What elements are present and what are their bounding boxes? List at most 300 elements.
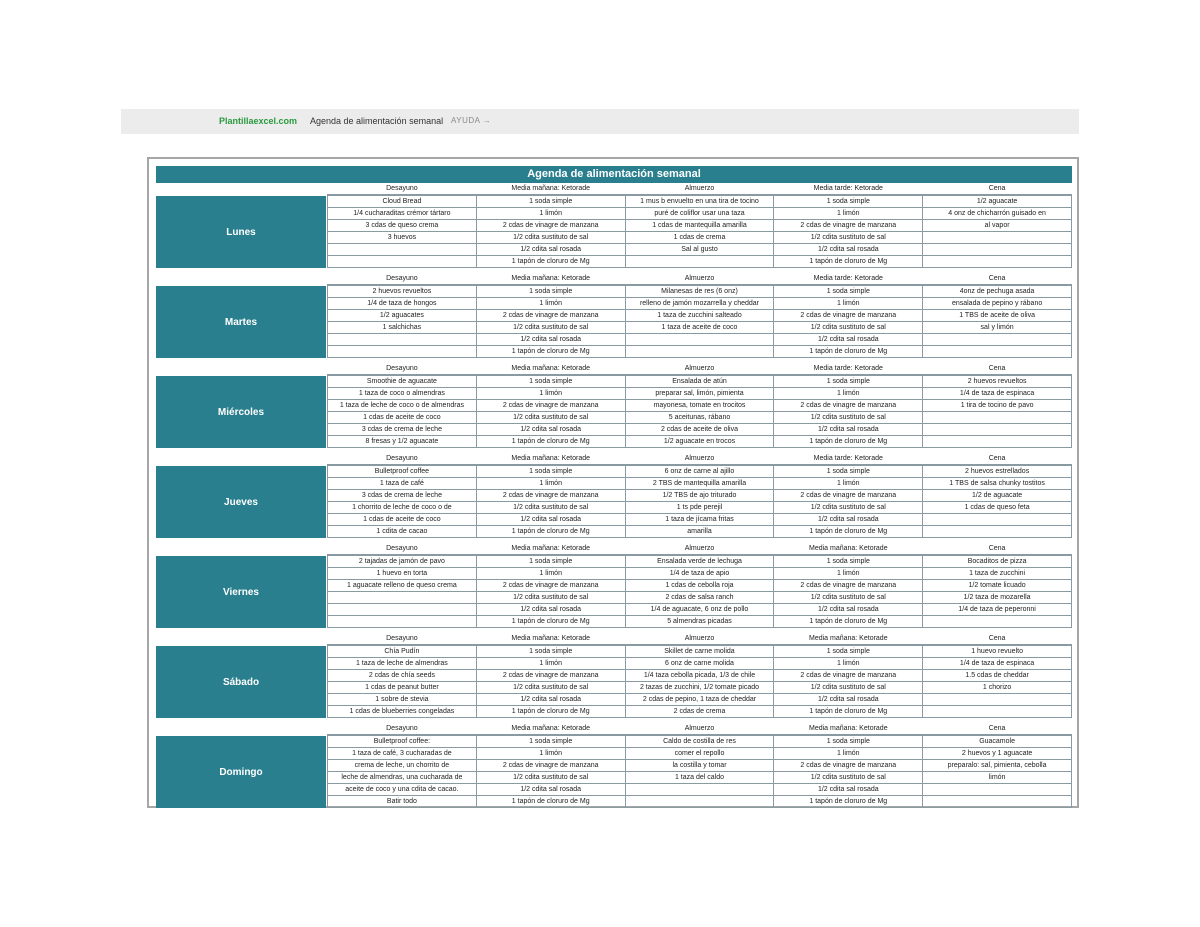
meal-cell[interactable]: 1 tapón de cloruro de Mg	[476, 706, 625, 718]
column-header: Cena	[923, 723, 1072, 735]
meal-cell[interactable]: 2 cdas de vinagre de manzana	[774, 760, 923, 772]
header-row	[328, 453, 1072, 465]
meal-cell[interactable]	[923, 412, 1072, 424]
column-header: Media mañana: Ketorade	[774, 633, 923, 645]
meal-cell[interactable]: 1/2 cdita sustituto de sal	[774, 772, 923, 784]
meal-cell[interactable]: 1/2 taza de mozarella	[923, 592, 1072, 604]
table-row	[328, 490, 1072, 502]
meal-cell[interactable]: 1 limón	[774, 658, 923, 670]
meal-cell[interactable]: 2 huevos estrellados	[923, 465, 1072, 478]
meal-cell[interactable]	[328, 334, 477, 346]
column-header: Media mañana: Ketorade	[476, 543, 625, 555]
meal-cell[interactable]: 1/2 cdita sal rosada	[774, 424, 923, 436]
day-label: Sábado	[156, 646, 326, 718]
meal-cell[interactable]: 2 tazas de zucchini, 1/2 tomate picado	[625, 682, 774, 694]
meal-cell[interactable]: 1/2 cdita sal rosada	[774, 244, 923, 256]
meal-table	[327, 543, 1072, 628]
meal-cell[interactable]	[923, 232, 1072, 244]
meal-cell[interactable]: 1 tapón de cloruro de Mg	[774, 616, 923, 628]
meal-cell[interactable]: 1 taza de jícama fritas	[625, 514, 774, 526]
table-row	[328, 232, 1072, 244]
table-row	[328, 285, 1072, 298]
meal-cell[interactable]: 1 limón	[774, 208, 923, 220]
meal-cell[interactable]: 1 tira de tocino de pavo	[923, 400, 1072, 412]
meal-cell[interactable]: 1/2 de aguacate	[923, 490, 1072, 502]
meal-cell[interactable]: 1/4 de taza de peperonni	[923, 604, 1072, 616]
top-bar	[121, 109, 1079, 134]
table-row	[328, 220, 1072, 232]
meal-cell[interactable]: 1/4 cucharaditas crémor tártaro	[328, 208, 477, 220]
meal-cell[interactable]: 1 sobre de stevia	[328, 694, 477, 706]
meal-cell[interactable]: 1 soda simple	[476, 555, 625, 568]
meal-cell[interactable]	[923, 346, 1072, 358]
meal-cell[interactable]: 1 soda simple	[774, 375, 923, 388]
meal-cell[interactable]: 2 cdas de vinagre de manzana	[774, 490, 923, 502]
meal-cell[interactable]: 2 cdas de vinagre de manzana	[774, 400, 923, 412]
meal-cell[interactable]: 1/2 cdita sal rosada	[774, 334, 923, 346]
column-header: Almuerzo	[625, 453, 774, 465]
meal-cell[interactable]: 1 limón	[476, 298, 625, 310]
column-header: Cena	[923, 453, 1072, 465]
meal-cell[interactable]: 1 cdas de peanut butter	[328, 682, 477, 694]
column-header: Media tarde: Ketorade	[774, 453, 923, 465]
meal-cell[interactable]: 1/4 de taza de espinaca	[923, 658, 1072, 670]
meal-cell[interactable]: 2 huevos revueltos	[328, 285, 477, 298]
table-row	[328, 735, 1072, 748]
meal-cell[interactable]: 1 mus b envuelto en una tira de tocino	[625, 195, 774, 208]
column-header: Almuerzo	[625, 273, 774, 285]
meal-cell[interactable]: 1 tapón de cloruro de Mg	[476, 346, 625, 358]
meal-cell[interactable]: 1 cdas de mantequilla amarilla	[625, 220, 774, 232]
meal-cell[interactable]: 1 taza de zucchini salteado	[625, 310, 774, 322]
meal-cell[interactable]	[328, 592, 477, 604]
column-header: Desayuno	[328, 183, 477, 195]
column-header: Media tarde: Ketorade	[774, 363, 923, 375]
meal-cell[interactable]: 1 aguacate relleno de queso crema	[328, 580, 477, 592]
meal-cell[interactable]: 1 soda simple	[774, 195, 923, 208]
meal-cell[interactable]: 1 soda simple	[774, 465, 923, 478]
meal-cell[interactable]: 2 cdas de vinagre de manzana	[476, 490, 625, 502]
column-header: Media mañana: Ketorade	[476, 633, 625, 645]
sheet-title: Agenda de alimentación semanal	[156, 166, 1072, 183]
meal-cell[interactable]	[328, 256, 477, 268]
meal-cell[interactable]: 1 tapón de cloruro de Mg	[476, 256, 625, 268]
meal-cell[interactable]: 1 cdas de queso feta	[923, 502, 1072, 514]
meal-cell[interactable]: 1/2 cdita sustituto de sal	[476, 592, 625, 604]
meal-cell[interactable]: 1 salchichas	[328, 322, 477, 334]
help-link[interactable]: AYUDA →	[451, 116, 492, 125]
meal-cell[interactable]: 1/2 TBS de ajo triturado	[625, 490, 774, 502]
table-row	[328, 658, 1072, 670]
meal-cell[interactable]: 1 soda simple	[476, 285, 625, 298]
table-row	[328, 375, 1072, 388]
meal-cell[interactable]: 1 chorrito de leche de coco o de	[328, 502, 477, 514]
meal-cell[interactable]: 1 tapón de cloruro de Mg	[774, 346, 923, 358]
meal-cell[interactable]: 1/4 de taza de espinaca	[923, 388, 1072, 400]
meal-cell[interactable]: 1/2 cdita sal rosada	[774, 784, 923, 796]
table-row	[328, 424, 1072, 436]
meal-cell[interactable]: 1 cdas de aceite de coco	[328, 514, 477, 526]
meal-cell[interactable]: 1/4 taza cebolla picada, 1/3 de chile	[625, 670, 774, 682]
meal-cell[interactable]: Batir todo	[328, 796, 477, 808]
meal-cell[interactable]: 1 soda simple	[774, 735, 923, 748]
table-row	[328, 604, 1072, 616]
meal-cell[interactable]: 2 huevos revueltos	[923, 375, 1072, 388]
meal-cell[interactable]: 1 ts pde perejil	[625, 502, 774, 514]
table-row	[328, 256, 1072, 268]
meal-cell[interactable]: 1/2 cdita sal rosada	[476, 424, 625, 436]
column-header: Desayuno	[328, 363, 477, 375]
table-row	[328, 244, 1072, 256]
meal-cell[interactable]	[328, 616, 477, 628]
meal-cell[interactable]: Bulletproof coffee:	[328, 735, 477, 748]
column-header: Media mañana: Ketorade	[476, 453, 625, 465]
meal-cell[interactable]: Skillet de carne molida	[625, 645, 774, 658]
meal-cell[interactable]: 2 cdas de aceite de oliva	[625, 424, 774, 436]
meal-cell[interactable]: 1/2 cdita sustituto de sal	[774, 412, 923, 424]
column-header: Almuerzo	[625, 363, 774, 375]
column-header: Media mañana: Ketorade	[476, 183, 625, 195]
column-header: Media tarde: Ketorade	[774, 183, 923, 195]
meal-cell[interactable]	[625, 784, 774, 796]
meal-cell[interactable]: Bulletproof coffee	[328, 465, 477, 478]
column-header: Desayuno	[328, 633, 477, 645]
meal-cell[interactable]	[923, 526, 1072, 538]
meal-cell[interactable]	[625, 346, 774, 358]
meal-cell[interactable]: 1/2 cdita sal rosada	[774, 514, 923, 526]
meal-cell[interactable]: 1 cdas de blueberries congeladas	[328, 706, 477, 718]
meal-cell[interactable]: 1 limón	[774, 748, 923, 760]
column-header: Desayuno	[328, 723, 477, 735]
meal-cell[interactable]: 2 cdas de vinagre de manzana	[774, 670, 923, 682]
meal-cell[interactable]: 1/2 cdita sal rosada	[476, 784, 625, 796]
meal-cell[interactable]	[923, 424, 1072, 436]
meal-cell[interactable]: 1/2 cdita sal rosada	[476, 694, 625, 706]
meal-cell[interactable]: 8 fresas y 1/2 aguacate	[328, 436, 477, 448]
meal-cell[interactable]	[923, 334, 1072, 346]
column-header: Media tarde: Ketorade	[774, 273, 923, 285]
meal-cell[interactable]: al vapor	[923, 220, 1072, 232]
meal-cell[interactable]	[923, 784, 1072, 796]
header-row	[328, 723, 1072, 735]
column-header: Almuerzo	[625, 633, 774, 645]
meal-cell[interactable]: la costilla y tomar	[625, 760, 774, 772]
meal-cell[interactable]: 3 cdas de queso crema	[328, 220, 477, 232]
table-row	[328, 555, 1072, 568]
meal-cell[interactable]: 5 almendras picadas	[625, 616, 774, 628]
meal-cell[interactable]: 2 tajadas de jamón de pavo	[328, 555, 477, 568]
meal-cell[interactable]	[923, 514, 1072, 526]
meal-cell[interactable]	[328, 604, 477, 616]
meal-table	[327, 453, 1072, 538]
meal-cell[interactable]: 1 soda simple	[476, 375, 625, 388]
meal-cell[interactable]: 1/4 de taza de hongos	[328, 298, 477, 310]
meal-cell[interactable]: 1/2 cdita sustituto de sal	[774, 502, 923, 514]
meal-cell[interactable]: 2 cdas de pepino, 1 taza de cheddar	[625, 694, 774, 706]
meal-cell[interactable]: 1 TBS de salsa chunky tostitos	[923, 478, 1072, 490]
meal-cell[interactable]: 1 soda simple	[476, 195, 625, 208]
meal-cell[interactable]: puré de coliflor usar una taza	[625, 208, 774, 220]
header-row	[328, 363, 1072, 375]
table-row	[328, 796, 1072, 808]
meal-cell[interactable]: 1 limón	[476, 388, 625, 400]
meal-cell[interactable]	[923, 244, 1072, 256]
meal-cell[interactable]: 1/4 de taza de apio	[625, 568, 774, 580]
meal-cell[interactable]: 3 huevos	[328, 232, 477, 244]
meal-cell[interactable]: 1 taza de zucchini	[923, 568, 1072, 580]
column-header: Media mañana: Ketorade	[476, 723, 625, 735]
header-row	[328, 543, 1072, 555]
meal-cell[interactable]	[328, 244, 477, 256]
meal-cell[interactable]: 1/2 cdita sal rosada	[476, 244, 625, 256]
meal-cell[interactable]: 1 huevo en torta	[328, 568, 477, 580]
meal-cell[interactable]: 1 tapón de cloruro de Mg	[774, 796, 923, 808]
meal-cell[interactable]: 1 taza de café	[328, 478, 477, 490]
meal-cell[interactable]: 1/2 cdita sal rosada	[476, 514, 625, 526]
table-row	[328, 465, 1072, 478]
table-row	[328, 682, 1072, 694]
meal-cell[interactable]: 1/2 tomate licuado	[923, 580, 1072, 592]
meal-cell[interactable]: 1 TBS de aceite de oliva	[923, 310, 1072, 322]
meal-cell[interactable]: 1 soda simple	[476, 645, 625, 658]
meal-cell[interactable]: 1 soda simple	[476, 465, 625, 478]
meal-cell[interactable]: 6 onz de carne al ajillo	[625, 465, 774, 478]
meal-cell[interactable]: 2 cdas de vinagre de manzana	[476, 400, 625, 412]
meal-cell[interactable]: 2 cdas de crema	[625, 706, 774, 718]
meal-cell[interactable]	[923, 796, 1072, 808]
table-row	[328, 388, 1072, 400]
column-header: Desayuno	[328, 543, 477, 555]
meal-cell[interactable]: 1 chorizo	[923, 682, 1072, 694]
meal-cell[interactable]: 1/2 cdita sustituto de sal	[476, 502, 625, 514]
meal-cell[interactable]	[625, 334, 774, 346]
meal-cell[interactable]: 1 cdas de cebolla roja	[625, 580, 774, 592]
meal-cell[interactable]: Chía Pudín	[328, 645, 477, 658]
meal-cell[interactable]: 1 limón	[476, 208, 625, 220]
meal-cell[interactable]	[328, 346, 477, 358]
meal-cell[interactable]: 1 limón	[476, 748, 625, 760]
meal-cell[interactable]: 2 cdas de vinagre de manzana	[476, 760, 625, 772]
meal-cell[interactable]: 1 cdas de crema	[625, 232, 774, 244]
meal-cell[interactable]: preparalo: sal, pimienta, cebolla	[923, 760, 1072, 772]
column-header: Desayuno	[328, 273, 477, 285]
meal-cell[interactable]: 1 soda simple	[774, 645, 923, 658]
meal-table	[327, 723, 1072, 808]
meal-cell[interactable]	[923, 616, 1072, 628]
meal-cell[interactable]: 1/2 cdita sustituto de sal	[774, 592, 923, 604]
table-row	[328, 298, 1072, 310]
meal-cell[interactable]: 6 onz de carne molida	[625, 658, 774, 670]
meal-table	[327, 633, 1072, 718]
meal-cell[interactable]: 4 onz de chicharrón guisado en	[923, 208, 1072, 220]
meal-cell[interactable]: Caldo de costilla de res	[625, 735, 774, 748]
meal-cell[interactable]: 1 tapón de cloruro de Mg	[774, 526, 923, 538]
table-row	[328, 580, 1072, 592]
meal-cell[interactable]: aceite de coco y una cdita de cacao.	[328, 784, 477, 796]
meal-cell[interactable]: 1 limón	[774, 478, 923, 490]
meal-cell[interactable]: 1/2 aguacate en trocos	[625, 436, 774, 448]
meal-cell[interactable]: 1.5 cdas de cheddar	[923, 670, 1072, 682]
meal-cell[interactable]	[923, 256, 1072, 268]
header-row	[328, 273, 1072, 285]
meal-cell[interactable]: ensalada de pepino y rábano	[923, 298, 1072, 310]
meal-cell[interactable]: 1 tapón de cloruro de Mg	[774, 436, 923, 448]
meal-cell[interactable]: 3 cdas de crema de leche	[328, 424, 477, 436]
meal-cell[interactable]: 1 taza de coco o almendras	[328, 388, 477, 400]
meal-cell[interactable]	[923, 436, 1072, 448]
meal-cell[interactable]: 2 cdas de vinagre de manzana	[476, 670, 625, 682]
header-row	[328, 633, 1072, 645]
column-header: Media mañana: Ketorade	[476, 273, 625, 285]
meal-cell[interactable]: 1/2 cdita sustituto de sal	[774, 322, 923, 334]
meal-cell[interactable]: 1/2 cdita sustituto de sal	[476, 322, 625, 334]
meal-cell[interactable]: 1/2 cdita sal rosada	[476, 334, 625, 346]
meal-cell[interactable]	[625, 256, 774, 268]
day-label: Martes	[156, 286, 326, 358]
meal-cell[interactable]: 2 cdas de vinagre de manzana	[774, 310, 923, 322]
meal-cell[interactable]: 1/2 cdita sustituto de sal	[476, 232, 625, 244]
meal-cell[interactable]: 2 cdas de vinagre de manzana	[476, 220, 625, 232]
table-row	[328, 514, 1072, 526]
column-header: Cena	[923, 633, 1072, 645]
table-row	[328, 670, 1072, 682]
meal-cell[interactable]: 1 soda simple	[774, 285, 923, 298]
day-label: Lunes	[156, 196, 326, 268]
meal-cell[interactable]: 2 cdas de vinagre de manzana	[774, 580, 923, 592]
meal-cell[interactable]: 1 soda simple	[774, 555, 923, 568]
meal-cell[interactable]: 1 huevo revuelto	[923, 645, 1072, 658]
meal-cell[interactable]: 1 limón	[476, 478, 625, 490]
meal-cell[interactable]: 1 taza de leche de almendras	[328, 658, 477, 670]
meal-table	[327, 183, 1072, 268]
meal-cell[interactable]: 1 taza del caldo	[625, 772, 774, 784]
meal-cell[interactable]: 1/2 cdita sal rosada	[774, 694, 923, 706]
table-row	[328, 760, 1072, 772]
column-header: Almuerzo	[625, 723, 774, 735]
meal-cell[interactable]: 1/2 aguacate	[923, 195, 1072, 208]
table-row	[328, 502, 1072, 514]
meal-cell[interactable]: 1 limón	[476, 658, 625, 670]
table-row	[328, 322, 1072, 334]
meal-cell[interactable]: 1 tapón de cloruro de Mg	[476, 436, 625, 448]
meal-cell[interactable]: Bocaditos de pizza	[923, 555, 1072, 568]
meal-cell[interactable]: 2 cdas de vinagre de manzana	[476, 580, 625, 592]
table-row	[328, 772, 1072, 784]
meal-cell[interactable]: 5 aceitunas, rábano	[625, 412, 774, 424]
table-row	[328, 706, 1072, 718]
table-row	[328, 568, 1072, 580]
day-label: Jueves	[156, 466, 326, 538]
meal-cell[interactable]: Cloud Bread	[328, 195, 477, 208]
table-row	[328, 645, 1072, 658]
meal-cell[interactable]: relleno de jamón mozarrella y cheddar	[625, 298, 774, 310]
meal-cell[interactable]: Milanesas de res (6 onz)	[625, 285, 774, 298]
meal-cell[interactable]: 1 tapón de cloruro de Mg	[476, 526, 625, 538]
meal-cell[interactable]: 1/2 cdita sal rosada	[476, 604, 625, 616]
meal-cell[interactable]: 1/2 cdita sustituto de sal	[476, 412, 625, 424]
brand-link[interactable]: Plantillaexcel.com	[219, 116, 298, 126]
meal-cell[interactable]: 2 huevos y 1 aguacate	[923, 748, 1072, 760]
meal-cell[interactable]: 2 cdas de chía seeds	[328, 670, 477, 682]
column-header: Cena	[923, 183, 1072, 195]
meal-cell[interactable]: 2 cdas de vinagre de manzana	[774, 220, 923, 232]
meal-cell[interactable]: 3 cdas de crema de leche	[328, 490, 477, 502]
meal-cell[interactable]: 1 soda simple	[476, 735, 625, 748]
meal-cell[interactable]: 1 limón	[774, 568, 923, 580]
meal-cell[interactable]: Guacamole	[923, 735, 1072, 748]
table-row	[328, 616, 1072, 628]
column-header: Cena	[923, 543, 1072, 555]
meal-table	[327, 363, 1072, 448]
meal-cell[interactable]: 1 cdas de aceite de coco	[328, 412, 477, 424]
meal-cell[interactable]: 1 tapón de cloruro de Mg	[476, 616, 625, 628]
meal-cell[interactable]: 1 limón	[774, 298, 923, 310]
meal-cell[interactable]: 4onz de pechuga asada	[923, 285, 1072, 298]
table-row	[328, 400, 1072, 412]
meal-cell[interactable]: sal y limón	[923, 322, 1072, 334]
day-label: Domingo	[156, 736, 326, 808]
meal-cell[interactable]: Ensalada de atún	[625, 375, 774, 388]
meal-cell[interactable]: 1 taza de café, 3 cucharadas de	[328, 748, 477, 760]
meal-cell[interactable]: 2 cdas de vinagre de manzana	[476, 310, 625, 322]
meal-cell[interactable]: leche de almendras, una cucharada de	[328, 772, 477, 784]
meal-cell[interactable]: 1 tapón de cloruro de Mg	[774, 256, 923, 268]
table-row	[328, 694, 1072, 706]
meal-cell[interactable]: preparar sal, limón, pimienta	[625, 388, 774, 400]
meal-cell[interactable]: 1 taza de leche de coco o de almendras	[328, 400, 477, 412]
meal-cell[interactable]: 1 taza de aceite de coco	[625, 322, 774, 334]
meal-cell[interactable]: limón	[923, 772, 1072, 784]
table-row	[328, 748, 1072, 760]
table-row	[328, 784, 1072, 796]
meal-cell[interactable]: 1/2 aguacates	[328, 310, 477, 322]
table-row	[328, 478, 1072, 490]
column-header: Cena	[923, 363, 1072, 375]
meal-cell[interactable]: 1/2 cdita sal rosada	[774, 604, 923, 616]
meal-cell[interactable]: 2 TBS de mantequilla amarilla	[625, 478, 774, 490]
meal-cell[interactable]: 1 tapón de cloruro de Mg	[476, 796, 625, 808]
meal-cell[interactable]: crema de leche, un chorrito de	[328, 760, 477, 772]
meal-cell[interactable]: 1/4 de aguacate, 6 onz de pollo	[625, 604, 774, 616]
table-row	[328, 208, 1072, 220]
meal-cell[interactable]: 2 cdas de salsa ranch	[625, 592, 774, 604]
meal-cell[interactable]: 1/2 cdita sustituto de sal	[476, 682, 625, 694]
meal-cell[interactable]	[625, 796, 774, 808]
meal-cell[interactable]: 1 limón	[476, 568, 625, 580]
meal-cell[interactable]: 1/2 cdita sustituto de sal	[774, 232, 923, 244]
meal-cell[interactable]: Smoothie de aguacate	[328, 375, 477, 388]
meal-cell[interactable]: Ensalada verde de lechuga	[625, 555, 774, 568]
table-row	[328, 346, 1072, 358]
meal-cell[interactable]: 1/2 cdita sustituto de sal	[774, 682, 923, 694]
table-row	[328, 195, 1072, 208]
meal-cell[interactable]: Sal al gusto	[625, 244, 774, 256]
meal-cell[interactable]: 1 limón	[774, 388, 923, 400]
meal-cell[interactable]: amarilla	[625, 526, 774, 538]
meal-table	[327, 273, 1072, 358]
meal-cell[interactable]	[923, 694, 1072, 706]
table-row	[328, 592, 1072, 604]
column-header: Media mañana: Ketorade	[774, 723, 923, 735]
meal-cell[interactable]: 1/2 cdita sustituto de sal	[476, 772, 625, 784]
meal-cell[interactable]: 1 tapón de cloruro de Mg	[774, 706, 923, 718]
meal-cell[interactable]: mayonesa, tomate en trocitos	[625, 400, 774, 412]
meal-cell[interactable]	[923, 706, 1072, 718]
column-header: Desayuno	[328, 453, 477, 465]
meal-cell[interactable]: 1 cdita de cacao	[328, 526, 477, 538]
meal-cell[interactable]: comer el repollo	[625, 748, 774, 760]
page-title: Agenda de alimentación semanal	[310, 116, 444, 126]
